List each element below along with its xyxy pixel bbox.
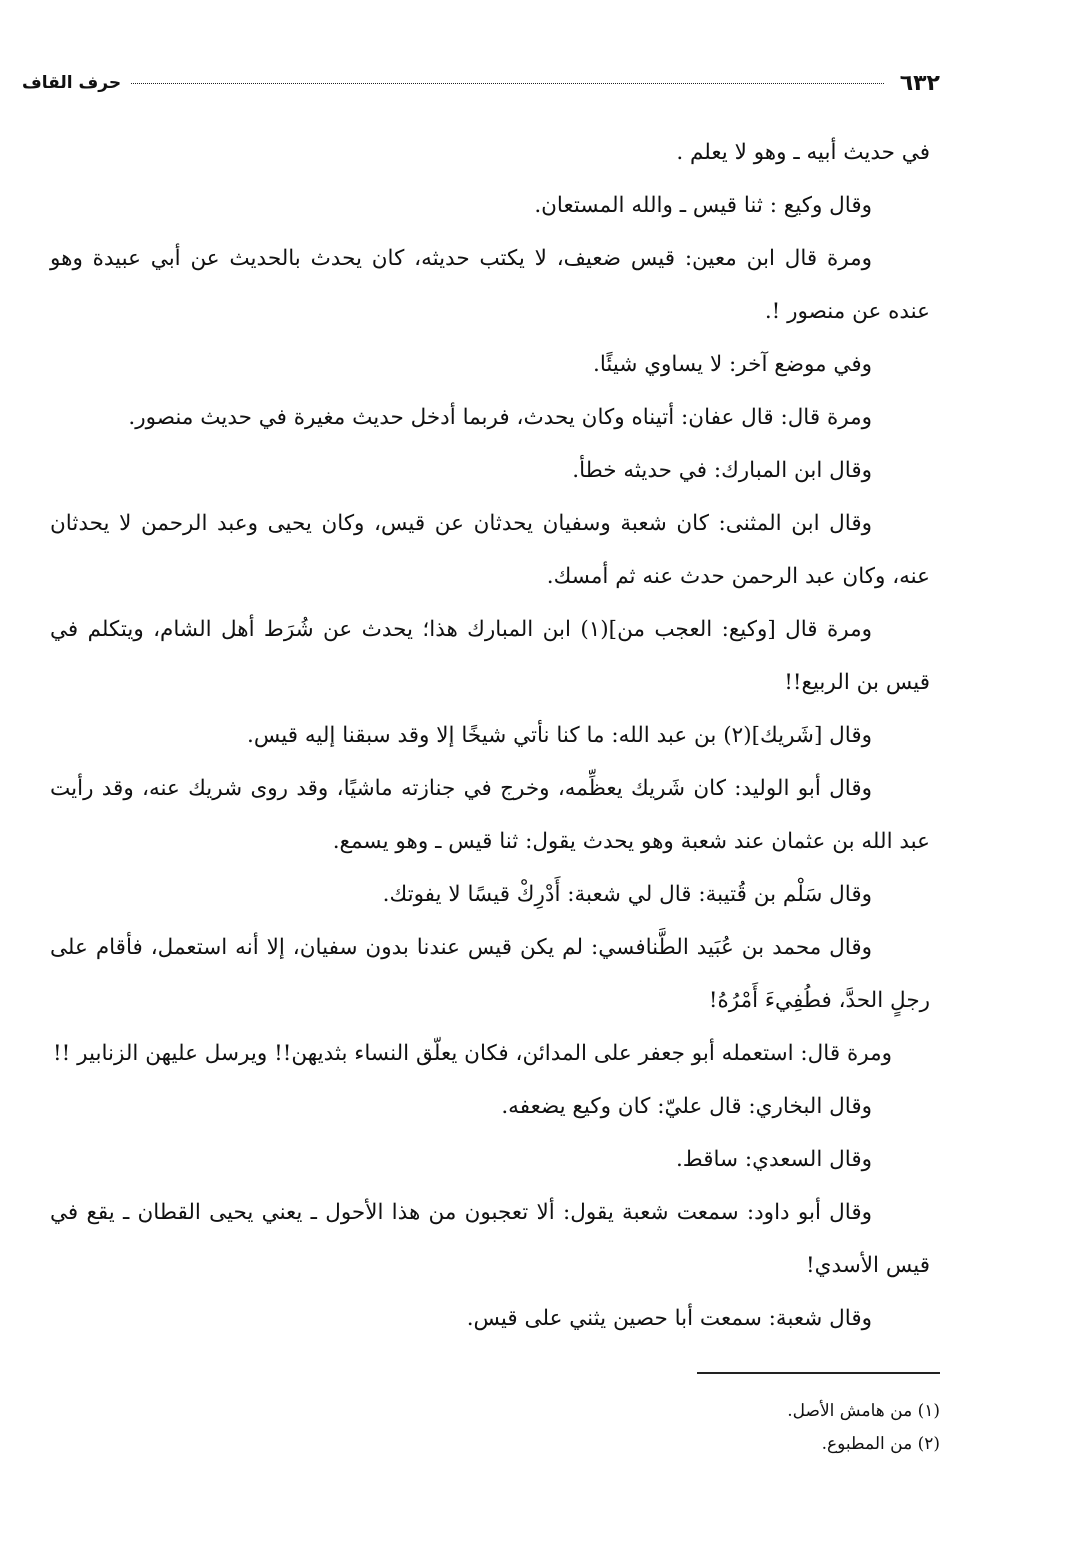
paragraph-3: ومرة قال ابن معين: قيس ضعيف، لا يكتب حديثه، كان يحدث بالحديث عن أبي عبيدة وهو عنده عن منصور !. [50, 246, 930, 324]
paragraph-2: وقال وكيع : ثنا قيس ـ والله المستعان. [534, 193, 872, 218]
running-header [22, 66, 940, 100]
paragraph-6: وقال ابن المبارك: في حديثه خطأ. [572, 458, 872, 483]
paragraph-7: وقال ابن المثنى: كان شعبة وسفيان يحدثان عن قيس، وكان يحيى وعبد الرحمن لا يحدثان عنه، وكان عبد الرحمن حدث عنه ثم أمسك. [50, 511, 930, 589]
paragraph-16: وقال أبو داود: سمعت شعبة يقول: ألا تعجبون من هذا الأحول ـ يعني يحيى القطان ـ يقع في قيس الأسدي! [50, 1200, 930, 1278]
paragraph-1: في حديث أبيه ـ وهو لا يعلم . [676, 140, 930, 165]
header-dotted-rule [131, 83, 884, 84]
footnote-separator [697, 1372, 940, 1374]
paragraph-4: وفي موضع آخر: لا يساوي شيئًا. [592, 352, 872, 377]
paragraph-15: وقال السعدي: ساقط. [675, 1147, 872, 1172]
paragraph-9: وقال [شَريك](٢) بن عبد الله: ما كنا نأتي شيخًا إلا وقد سبقنا إليه قيس. [247, 723, 872, 748]
footnotes [680, 1395, 940, 1461]
footnote-1: (١) من هامش الأصل. [787, 1401, 940, 1421]
chapter-title: حرف القاف [22, 73, 122, 93]
paragraph-8: ومرة قال [وكيع: العجب من](١) ابن المبارك هذا؛ يحدث عن شُرَط أهل الشام، ويتكلم في قيس بن الربيع!! [50, 617, 930, 695]
page-number: ٦٣٢ [899, 70, 940, 96]
main-text [50, 126, 930, 1345]
paragraph-10: وقال أبو الوليد: كان شَريك يعظِّمه، وخرج في جنازته ماشيًا، وقد روى شريك عنه، وقد رأيت عبد الله بن عثمان عند شعبة وهو يحدث يقول: ثنا قيس ـ وهو يسمع. [50, 776, 930, 854]
paragraph-13: ومرة قال: استعمله أبو جعفر على المدائن، فكان يعلّق النساء بثديهن!! ويرسل عليهن الزنابير !! [53, 1041, 892, 1066]
paragraph-14: وقال البخاري: قال عليّ: كان وكيع يضعفه. [501, 1094, 872, 1119]
paragraph-12: وقال محمد بن عُبَيد الطَّنافسي: لم يكن قيس عندنا بدون سفيان، إلا أنه استعمل، فأقام على رجلٍ الحدَّ، فطُفِيءَ أَمْرُهُ! [50, 935, 930, 1013]
paragraph-11: وقال سَلْم بن قُتيبة: قال لي شعبة: أَدْرِكْ قيسًا لا يفوتك. [382, 882, 872, 907]
paragraph-5: ومرة قال: قال عفان: أتيناه وكان يحدث، فربما أدخل حديث مغيرة في حديث منصور. [128, 405, 872, 430]
paragraph-17: وقال شعبة: سمعت أبا حصين يثني على قيس. [466, 1306, 872, 1331]
footnote-2: (٢) من المطبوع. [821, 1434, 940, 1454]
